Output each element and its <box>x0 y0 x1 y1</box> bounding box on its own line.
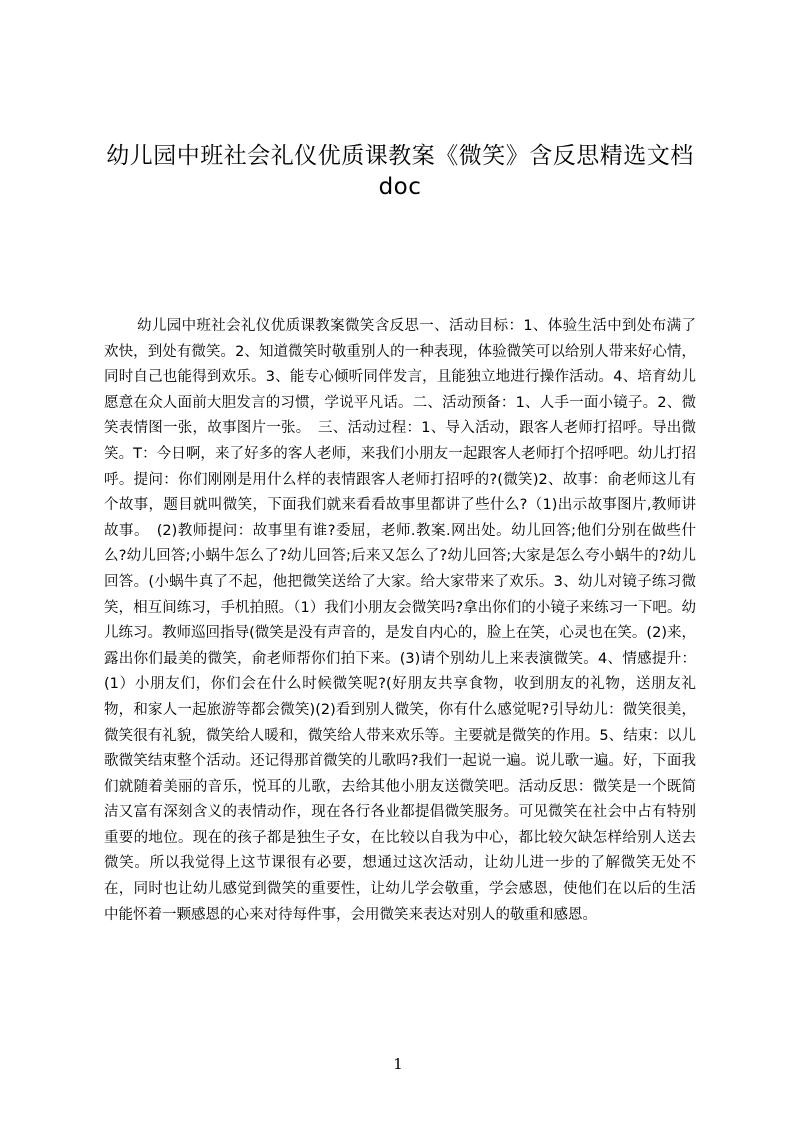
body-paragraph: 幼儿园中班社会礼仪优质课教案微笑含反思一、活动目标：1、体验生活中到处布满了欢快，到处有微笑。2、知道微笑时敬重别人的一种表现，体验微笑可以给别人带来好心情，同时自己也能得到欢乐。3、能专心倾听同伴发言，且能独立地进行操作活动。4、培育幼儿愿意在众人面前大胆发言的习惯，学说平凡话。二、活动预备：1、人手一面小镜子。2、微笑表情图一张，故事图片一张。 三、活动过程：1、导入活动，跟客人老师打招呼。导出微笑。T：今日啊，来了好多的客人老师，来我们小朋友一起跟客人老师打个招呼吧。幼儿打招呼。提问：你们刚刚是用什么样的表情跟客人老师打招呼的?(微笑)2、故事：俞老师这儿有个故事，题目就叫微笑，下面我们就来看看故事里都讲了些什么?（1)出示故事图片,教师讲故事。 (2)教师提问：故事里有谁?委屈，老师.教案.网出处。幼儿回答;他们分别在做些什么?幼儿回答;小蜗牛怎么了?幼儿回答;后来又怎么了?幼儿回答;大家是怎么夸小蜗牛的?幼儿回答。(小蜗牛真了不起，他把微笑送给了大家。给大家带来了欢乐。3、幼儿对镜子练习微笑，相互间练习，手机拍照。（1）我们小朋友会微笑吗?拿出你们的小镜子来练习一下吧。幼儿练习。教师巡回指导(微笑是没有声音的，是发自内心的，脸上在笑，心灵也在笑。(2)来，露出你们最美的微笑，俞老师帮你们拍下来。(3)请个别幼儿上来表演微笑。4、情感提升：(1）小朋友们，你们会在什么时候微笑呢?(好朋友共享食物，收到朋友的礼物，送朋友礼物，和家人一起旅游等都会微笑)(2)看到别人微笑，你有什么感觉呢?引导幼儿：微笑很美，微笑很有礼貌，微笑给人暖和，微笑给人带来欢乐等。主要就是微笑的作用。5、结束：以儿歌微笑结束整个活动。还记得那首微笑的儿歌吗?我们一起说一遍。说儿歌一遍。好，下面我们就随着美丽的音乐，悦耳的儿歌，去给其他小朋友送微笑吧。活动反思：微笑是一个既简洁又富有深刻含义的表情动作，现在各行各业都提倡微笑服务。可见微笑在社会中占有特别重要的地位。现在的孩子都是独生子女，在比较以自我为中心，都比较欠缺怎样给别人送去微笑。所以我觉得上这节课很有必要，想通过这次活动，让幼儿进一步的了解微笑无处不在，同时也让幼儿感觉到微笑的重要性，让幼儿学会敬重，学会感恩，使他们在以后的生活中能怀着一颗感恩的心来对待每件事，会用微笑来表达对别人的敬重和感恩。 <box>104 318 696 923</box>
page-number: 1 <box>393 1055 403 1073</box>
document-title <box>104 141 696 203</box>
title-line-1: 幼儿园中班社会礼仪优质课教案《微笑》含反思精选文档 <box>106 143 694 169</box>
title-line-2: doc <box>378 174 422 200</box>
